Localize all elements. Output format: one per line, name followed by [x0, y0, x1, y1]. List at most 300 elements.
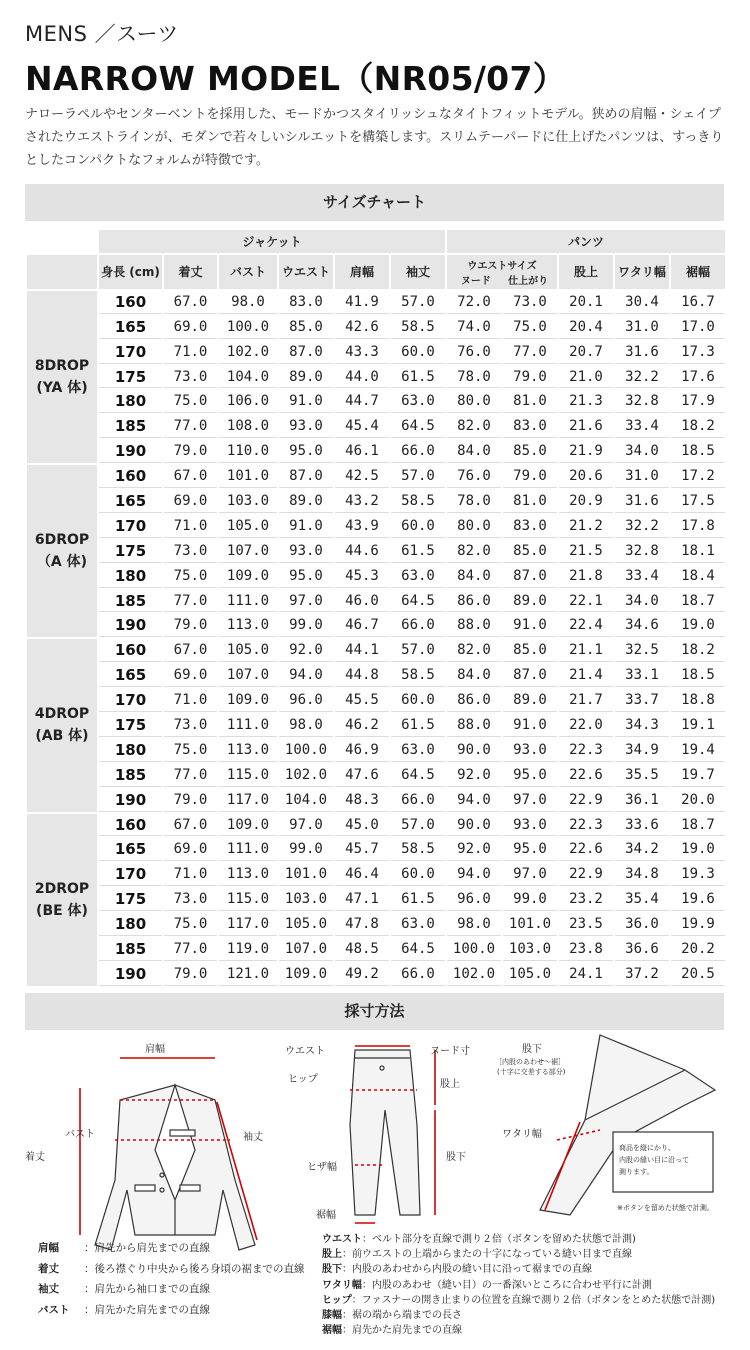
value-cell: 117.0: [219, 913, 277, 936]
note-value: ：肩先から袖口までの直線: [84, 1283, 210, 1295]
table-row: [27, 739, 725, 762]
value-cell: 22.6: [559, 764, 613, 787]
value-cell: 91.0: [503, 614, 557, 637]
value-cell: 89.0: [279, 366, 333, 389]
height-cell: 180: [99, 390, 162, 413]
value-cell: 75.0: [164, 565, 217, 588]
drop-group-body-type: (AB 体): [35, 728, 89, 745]
detail-label-inseam: 股下: [522, 1044, 542, 1055]
height-cell: 185: [99, 590, 162, 613]
value-cell: 22.3: [559, 814, 613, 837]
table-row: [27, 440, 725, 463]
col-rise: 股上: [559, 255, 613, 289]
height-cell: 160: [99, 814, 162, 837]
value-cell: 82.0: [447, 639, 501, 662]
value-cell: 21.2: [559, 515, 613, 538]
value-cell: 92.0: [447, 838, 501, 861]
value-cell: 46.0: [335, 590, 389, 613]
value-cell: 74.0: [447, 316, 501, 339]
detail-note-2: (十字に交差する部分): [497, 1068, 566, 1076]
jacket-note-item: [38, 1279, 305, 1300]
value-cell: 71.0: [164, 689, 217, 712]
value-cell: 104.0: [279, 789, 333, 812]
value-cell: 20.0: [671, 789, 725, 812]
value-cell: 32.8: [615, 540, 669, 563]
value-cell: 20.2: [671, 938, 725, 961]
value-cell: 87.0: [503, 664, 557, 687]
value-cell: 43.9: [335, 515, 389, 538]
value-cell: 107.0: [279, 938, 333, 961]
value-cell: 33.4: [615, 415, 669, 438]
jacket-label-bust: バスト: [65, 1129, 95, 1140]
value-cell: 111.0: [219, 714, 277, 737]
value-cell: 22.9: [559, 863, 613, 886]
table-row: [27, 415, 725, 438]
value-cell: 31.6: [615, 341, 669, 364]
value-cell: 66.0: [391, 440, 445, 463]
value-cell: 109.0: [219, 689, 277, 712]
value-cell: 76.0: [447, 465, 501, 488]
pants-note-item: [322, 1308, 715, 1323]
value-cell: 57.0: [391, 814, 445, 837]
value-cell: 82.0: [447, 540, 501, 563]
value-cell: 108.0: [219, 415, 277, 438]
value-cell: 19.0: [671, 614, 725, 637]
table-row: [27, 863, 725, 886]
value-cell: 100.0: [447, 938, 501, 961]
table-row: [27, 888, 725, 911]
col-nude: ヌード: [460, 275, 491, 287]
table-row: [27, 714, 725, 737]
value-cell: 66.0: [391, 789, 445, 812]
table-row: [27, 341, 725, 364]
pants-label-waist: ウエスト: [285, 1046, 325, 1057]
pants-note-item: [322, 1232, 715, 1247]
height-cell: 190: [99, 789, 162, 812]
value-cell: 17.2: [671, 465, 725, 488]
value-cell: 69.0: [164, 664, 217, 687]
value-cell: 60.0: [391, 689, 445, 712]
value-cell: 20.5: [671, 963, 725, 986]
value-cell: 75.0: [164, 739, 217, 762]
value-cell: 21.5: [559, 540, 613, 563]
value-cell: 99.0: [279, 838, 333, 861]
jacket-label-length: 着丈: [25, 1152, 45, 1163]
value-cell: 44.0: [335, 366, 389, 389]
value-cell: 48.5: [335, 938, 389, 961]
value-cell: 32.8: [615, 390, 669, 413]
value-cell: 17.8: [671, 515, 725, 538]
value-cell: 32.2: [615, 515, 669, 538]
value-cell: 31.0: [615, 316, 669, 339]
detail-box-note-3: 測ります。: [619, 1168, 654, 1176]
col-sleeve: 袖丈: [391, 255, 445, 289]
note-value: ：ファスナーの開き止まりの位置を直線で測り２倍（ボタンをとめた状態で計測): [351, 1294, 716, 1306]
value-cell: 91.0: [279, 390, 333, 413]
value-cell: 69.0: [164, 838, 217, 861]
value-cell: 85.0: [503, 440, 557, 463]
value-cell: 34.8: [615, 863, 669, 886]
value-cell: 80.0: [447, 515, 501, 538]
value-cell: 57.0: [391, 639, 445, 662]
value-cell: 44.8: [335, 664, 389, 687]
pants-notes: [322, 1232, 715, 1338]
value-cell: 66.0: [391, 963, 445, 986]
value-cell: 105.0: [219, 515, 277, 538]
note-value: ：肩先かた肩先までの直線: [84, 1303, 210, 1316]
value-cell: 17.9: [671, 390, 725, 413]
value-cell: 75.0: [164, 913, 217, 936]
value-cell: 79.0: [503, 366, 557, 389]
table-row: [27, 390, 725, 413]
value-cell: 90.0: [447, 814, 501, 837]
value-cell: 18.7: [671, 814, 725, 837]
note-value: ：ベルト部分を直線で測り２倍（ボタンを留めた状態で計測): [362, 1234, 636, 1245]
note-value: ：内股のあわせ（縫い目）の一番深いところに合わせ平行に計測: [361, 1279, 652, 1291]
height-cell: 170: [99, 689, 162, 712]
value-cell: 32.5: [615, 639, 669, 662]
value-cell: 102.0: [447, 963, 501, 986]
value-cell: 23.5: [559, 913, 613, 936]
jacket-diagram: [95, 1085, 255, 1250]
value-cell: 103.0: [279, 888, 333, 911]
height-cell: 185: [99, 938, 162, 961]
size-chart-table: [25, 228, 727, 988]
value-cell: 78.0: [447, 490, 501, 513]
note-key: 股下: [322, 1264, 342, 1276]
value-cell: 32.2: [615, 366, 669, 389]
value-cell: 42.5: [335, 465, 389, 488]
height-cell: 160: [99, 291, 162, 314]
value-cell: 85.0: [503, 639, 557, 662]
table-row: [27, 789, 725, 812]
value-cell: 92.0: [447, 764, 501, 787]
value-cell: 20.1: [559, 291, 613, 314]
value-cell: 83.0: [503, 515, 557, 538]
note-value: ：内股のあわせから内股の縫い目に沿って裾までの直線: [342, 1264, 592, 1276]
value-cell: 34.3: [615, 714, 669, 737]
value-cell: 37.2: [615, 963, 669, 986]
value-cell: 99.0: [503, 888, 557, 911]
value-cell: 66.0: [391, 614, 445, 637]
height-cell: 170: [99, 515, 162, 538]
height-cell: 180: [99, 913, 162, 936]
col-waist: ウエスト: [279, 255, 333, 289]
value-cell: 117.0: [219, 789, 277, 812]
value-cell: 83.0: [503, 415, 557, 438]
table-row: [27, 938, 725, 961]
value-cell: 67.0: [164, 465, 217, 488]
note-key: 袖丈: [38, 1283, 59, 1295]
table-row: [27, 913, 725, 936]
value-cell: 107.0: [219, 664, 277, 687]
value-cell: 87.0: [503, 565, 557, 588]
value-cell: 42.6: [335, 316, 389, 339]
pants-label-nude: ヌード寸: [430, 1046, 470, 1057]
value-cell: 34.0: [615, 440, 669, 463]
value-cell: 36.0: [615, 913, 669, 936]
value-cell: 103.0: [219, 490, 277, 513]
value-cell: 58.5: [391, 490, 445, 513]
value-cell: 18.4: [671, 565, 725, 588]
value-cell: 45.5: [335, 689, 389, 712]
value-cell: 88.0: [447, 714, 501, 737]
value-cell: 21.0: [559, 366, 613, 389]
value-cell: 75.0: [164, 390, 217, 413]
model-title: NARROW MODEL（NR05/07）: [25, 59, 567, 98]
value-cell: 63.0: [391, 913, 445, 936]
value-cell: 82.0: [447, 415, 501, 438]
value-cell: 90.0: [447, 739, 501, 762]
table-row: [27, 465, 725, 488]
value-cell: 96.0: [447, 888, 501, 911]
detail-button-note: ※ボタンを留めた状態で計測。: [617, 1204, 714, 1212]
value-cell: 22.4: [559, 614, 613, 637]
height-cell: 170: [99, 863, 162, 886]
value-cell: 103.0: [503, 938, 557, 961]
drop-group-body-type: (YA 体): [36, 380, 88, 396]
value-cell: 71.0: [164, 341, 217, 364]
value-cell: 89.0: [503, 590, 557, 613]
value-cell: 67.0: [164, 291, 217, 314]
value-cell: 20.9: [559, 490, 613, 513]
value-cell: 105.0: [219, 639, 277, 662]
jacket-label-shoulder: 肩幅: [145, 1044, 165, 1055]
value-cell: 89.0: [279, 490, 333, 513]
pants-note-item: [322, 1323, 715, 1338]
value-cell: 96.0: [279, 689, 333, 712]
note-key: ヒップ: [322, 1294, 352, 1306]
value-cell: 79.0: [164, 614, 217, 637]
value-cell: 109.0: [219, 814, 277, 837]
value-cell: 86.0: [447, 590, 501, 613]
height-cell: 180: [99, 739, 162, 762]
value-cell: 97.0: [503, 863, 557, 886]
col-bust: バスト: [219, 255, 277, 289]
value-cell: 80.0: [447, 390, 501, 413]
value-cell: 93.0: [279, 415, 333, 438]
value-cell: 21.4: [559, 664, 613, 687]
value-cell: 85.0: [503, 540, 557, 563]
value-cell: 22.6: [559, 838, 613, 861]
value-cell: 77.0: [164, 590, 217, 613]
value-cell: 79.0: [164, 963, 217, 986]
value-cell: 110.0: [219, 440, 277, 463]
value-cell: 86.0: [447, 689, 501, 712]
note-key: 着丈: [38, 1262, 59, 1275]
value-cell: 77.0: [164, 415, 217, 438]
value-cell: 61.5: [391, 888, 445, 911]
value-cell: 102.0: [279, 764, 333, 787]
pants-detail-diagram: [540, 1035, 715, 1215]
drop-group-label: [27, 291, 97, 463]
col-waist-size-label: ウエストサイズ: [467, 260, 537, 272]
value-cell: 17.5: [671, 490, 725, 513]
value-cell: 84.0: [447, 664, 501, 687]
height-cell: 165: [99, 664, 162, 687]
value-cell: 31.0: [615, 465, 669, 488]
value-cell: 91.0: [503, 714, 557, 737]
value-cell: 95.0: [279, 440, 333, 463]
value-cell: 47.1: [335, 888, 389, 911]
value-cell: 45.4: [335, 415, 389, 438]
value-cell: 95.0: [503, 764, 557, 787]
value-cell: 104.0: [219, 366, 277, 389]
value-cell: 18.5: [671, 664, 725, 687]
jacket-note-item: [38, 1238, 305, 1259]
table-row: [27, 316, 725, 339]
value-cell: 34.2: [615, 838, 669, 861]
value-cell: 60.0: [391, 515, 445, 538]
value-cell: 87.0: [279, 465, 333, 488]
drop-group-name: 8DROP: [34, 358, 90, 374]
value-cell: 44.7: [335, 390, 389, 413]
table-row: [27, 814, 725, 837]
value-cell: 100.0: [219, 316, 277, 339]
value-cell: 33.6: [615, 814, 669, 837]
jacket-header: ジャケット: [99, 230, 445, 253]
value-cell: 23.2: [559, 888, 613, 911]
value-cell: 34.6: [615, 614, 669, 637]
note-value: ：肩先かた肩先までの直線: [342, 1325, 462, 1337]
value-cell: 64.5: [391, 590, 445, 613]
model-description: ナローラペルやセンターベントを採用した、モードかつスタイリッシュなタイトフィットモデル。狭めの肩幅・シェイプされたウエストラインが、モダンで若々しいシルエットを構築します。スリムテーパードに仕上げたパンツは、すっきりとしたコンパクトなフォルムが特徴です。: [25, 107, 724, 168]
note-key: 股上: [322, 1249, 342, 1261]
col-height: 身長 (cm): [99, 255, 162, 289]
drop-group-name: 6DROP: [34, 532, 90, 549]
drop-group-label: [27, 465, 97, 637]
value-cell: 91.0: [279, 515, 333, 538]
note-value: ：肩先から肩先までの直線: [84, 1242, 210, 1254]
value-cell: 75.0: [503, 316, 557, 339]
table-corner: [27, 230, 97, 253]
height-cell: 175: [99, 540, 162, 563]
value-cell: 71.0: [164, 863, 217, 886]
height-cell: 190: [99, 614, 162, 637]
value-cell: 58.5: [391, 664, 445, 687]
note-value: ：前ウエストの上端からまたの十字になっている縫い目まで直線: [342, 1249, 632, 1261]
detail-box-note-1: 商品を縦にかり、: [619, 1144, 675, 1152]
pants-note-item: [322, 1247, 715, 1262]
value-cell: 92.0: [279, 639, 333, 662]
value-cell: 113.0: [219, 739, 277, 762]
value-cell: 100.0: [279, 739, 333, 762]
detail-note-1: ［内股のあわせ～裾］: [495, 1058, 565, 1066]
value-cell: 115.0: [219, 764, 277, 787]
pants-note-item: [322, 1262, 715, 1277]
value-cell: 23.8: [559, 938, 613, 961]
value-cell: 49.2: [335, 963, 389, 986]
value-cell: 44.1: [335, 639, 389, 662]
value-cell: 57.0: [391, 465, 445, 488]
value-cell: 43.2: [335, 490, 389, 513]
table-row: [27, 291, 725, 314]
table-row: [27, 963, 725, 986]
note-key: 肩幅: [38, 1242, 59, 1254]
drop-group-label: [27, 639, 97, 811]
value-cell: 77.0: [164, 764, 217, 787]
col-thigh: ワタリ幅: [615, 255, 669, 289]
value-cell: 76.0: [447, 341, 501, 364]
value-cell: 19.1: [671, 714, 725, 737]
value-cell: 79.0: [503, 465, 557, 488]
value-cell: 73.0: [164, 540, 217, 563]
value-cell: 67.0: [164, 814, 217, 837]
value-cell: 101.0: [219, 465, 277, 488]
height-cell: 170: [99, 341, 162, 364]
table-row: [27, 565, 725, 588]
value-cell: 33.7: [615, 689, 669, 712]
value-cell: 94.0: [279, 664, 333, 687]
value-cell: 58.5: [391, 838, 445, 861]
pants-label-rise: 股上: [440, 1079, 460, 1090]
drop-group-name: 4DROP: [34, 706, 90, 723]
pants-label-knee: ヒザ幅: [307, 1162, 337, 1173]
value-cell: 93.0: [503, 739, 557, 762]
value-cell: 31.6: [615, 490, 669, 513]
value-cell: 46.7: [335, 614, 389, 637]
value-cell: 89.0: [503, 689, 557, 712]
height-cell: 190: [99, 440, 162, 463]
value-cell: 64.5: [391, 938, 445, 961]
height-cell: 160: [99, 639, 162, 662]
note-key: ウエスト: [322, 1234, 362, 1245]
table-row: [27, 664, 725, 687]
jacket-notes: [38, 1238, 305, 1320]
detail-label-thigh: ワタリ幅: [502, 1129, 542, 1140]
value-cell: 85.0: [279, 316, 333, 339]
table-row: [27, 490, 725, 513]
value-cell: 45.7: [335, 838, 389, 861]
value-cell: 46.4: [335, 863, 389, 886]
value-cell: 84.0: [447, 440, 501, 463]
value-cell: 45.3: [335, 565, 389, 588]
value-cell: 21.1: [559, 639, 613, 662]
value-cell: 17.0: [671, 316, 725, 339]
value-cell: 18.7: [671, 590, 725, 613]
value-cell: 101.0: [503, 913, 557, 936]
value-cell: 19.6: [671, 888, 725, 911]
value-cell: 111.0: [219, 590, 277, 613]
value-cell: 17.6: [671, 366, 725, 389]
value-cell: 22.0: [559, 714, 613, 737]
value-cell: 41.9: [335, 291, 389, 314]
value-cell: 73.0: [164, 888, 217, 911]
value-cell: 105.0: [279, 913, 333, 936]
height-cell: 185: [99, 764, 162, 787]
height-cell: 190: [99, 963, 162, 986]
value-cell: 98.0: [447, 913, 501, 936]
value-cell: 97.0: [503, 789, 557, 812]
value-cell: 73.0: [503, 291, 557, 314]
value-cell: 60.0: [391, 341, 445, 364]
value-cell: 94.0: [447, 789, 501, 812]
value-cell: 19.3: [671, 863, 725, 886]
table-row: [27, 639, 725, 662]
value-cell: 35.4: [615, 888, 669, 911]
value-cell: 121.0: [219, 963, 277, 986]
value-cell: 20.6: [559, 465, 613, 488]
table-row: [27, 614, 725, 637]
value-cell: 64.5: [391, 415, 445, 438]
col-hem: 裾幅: [671, 255, 725, 289]
value-cell: 57.0: [391, 291, 445, 314]
value-cell: 94.0: [447, 863, 501, 886]
value-cell: 95.0: [279, 565, 333, 588]
value-cell: 36.1: [615, 789, 669, 812]
table-row: [27, 838, 725, 861]
value-cell: 98.0: [279, 714, 333, 737]
